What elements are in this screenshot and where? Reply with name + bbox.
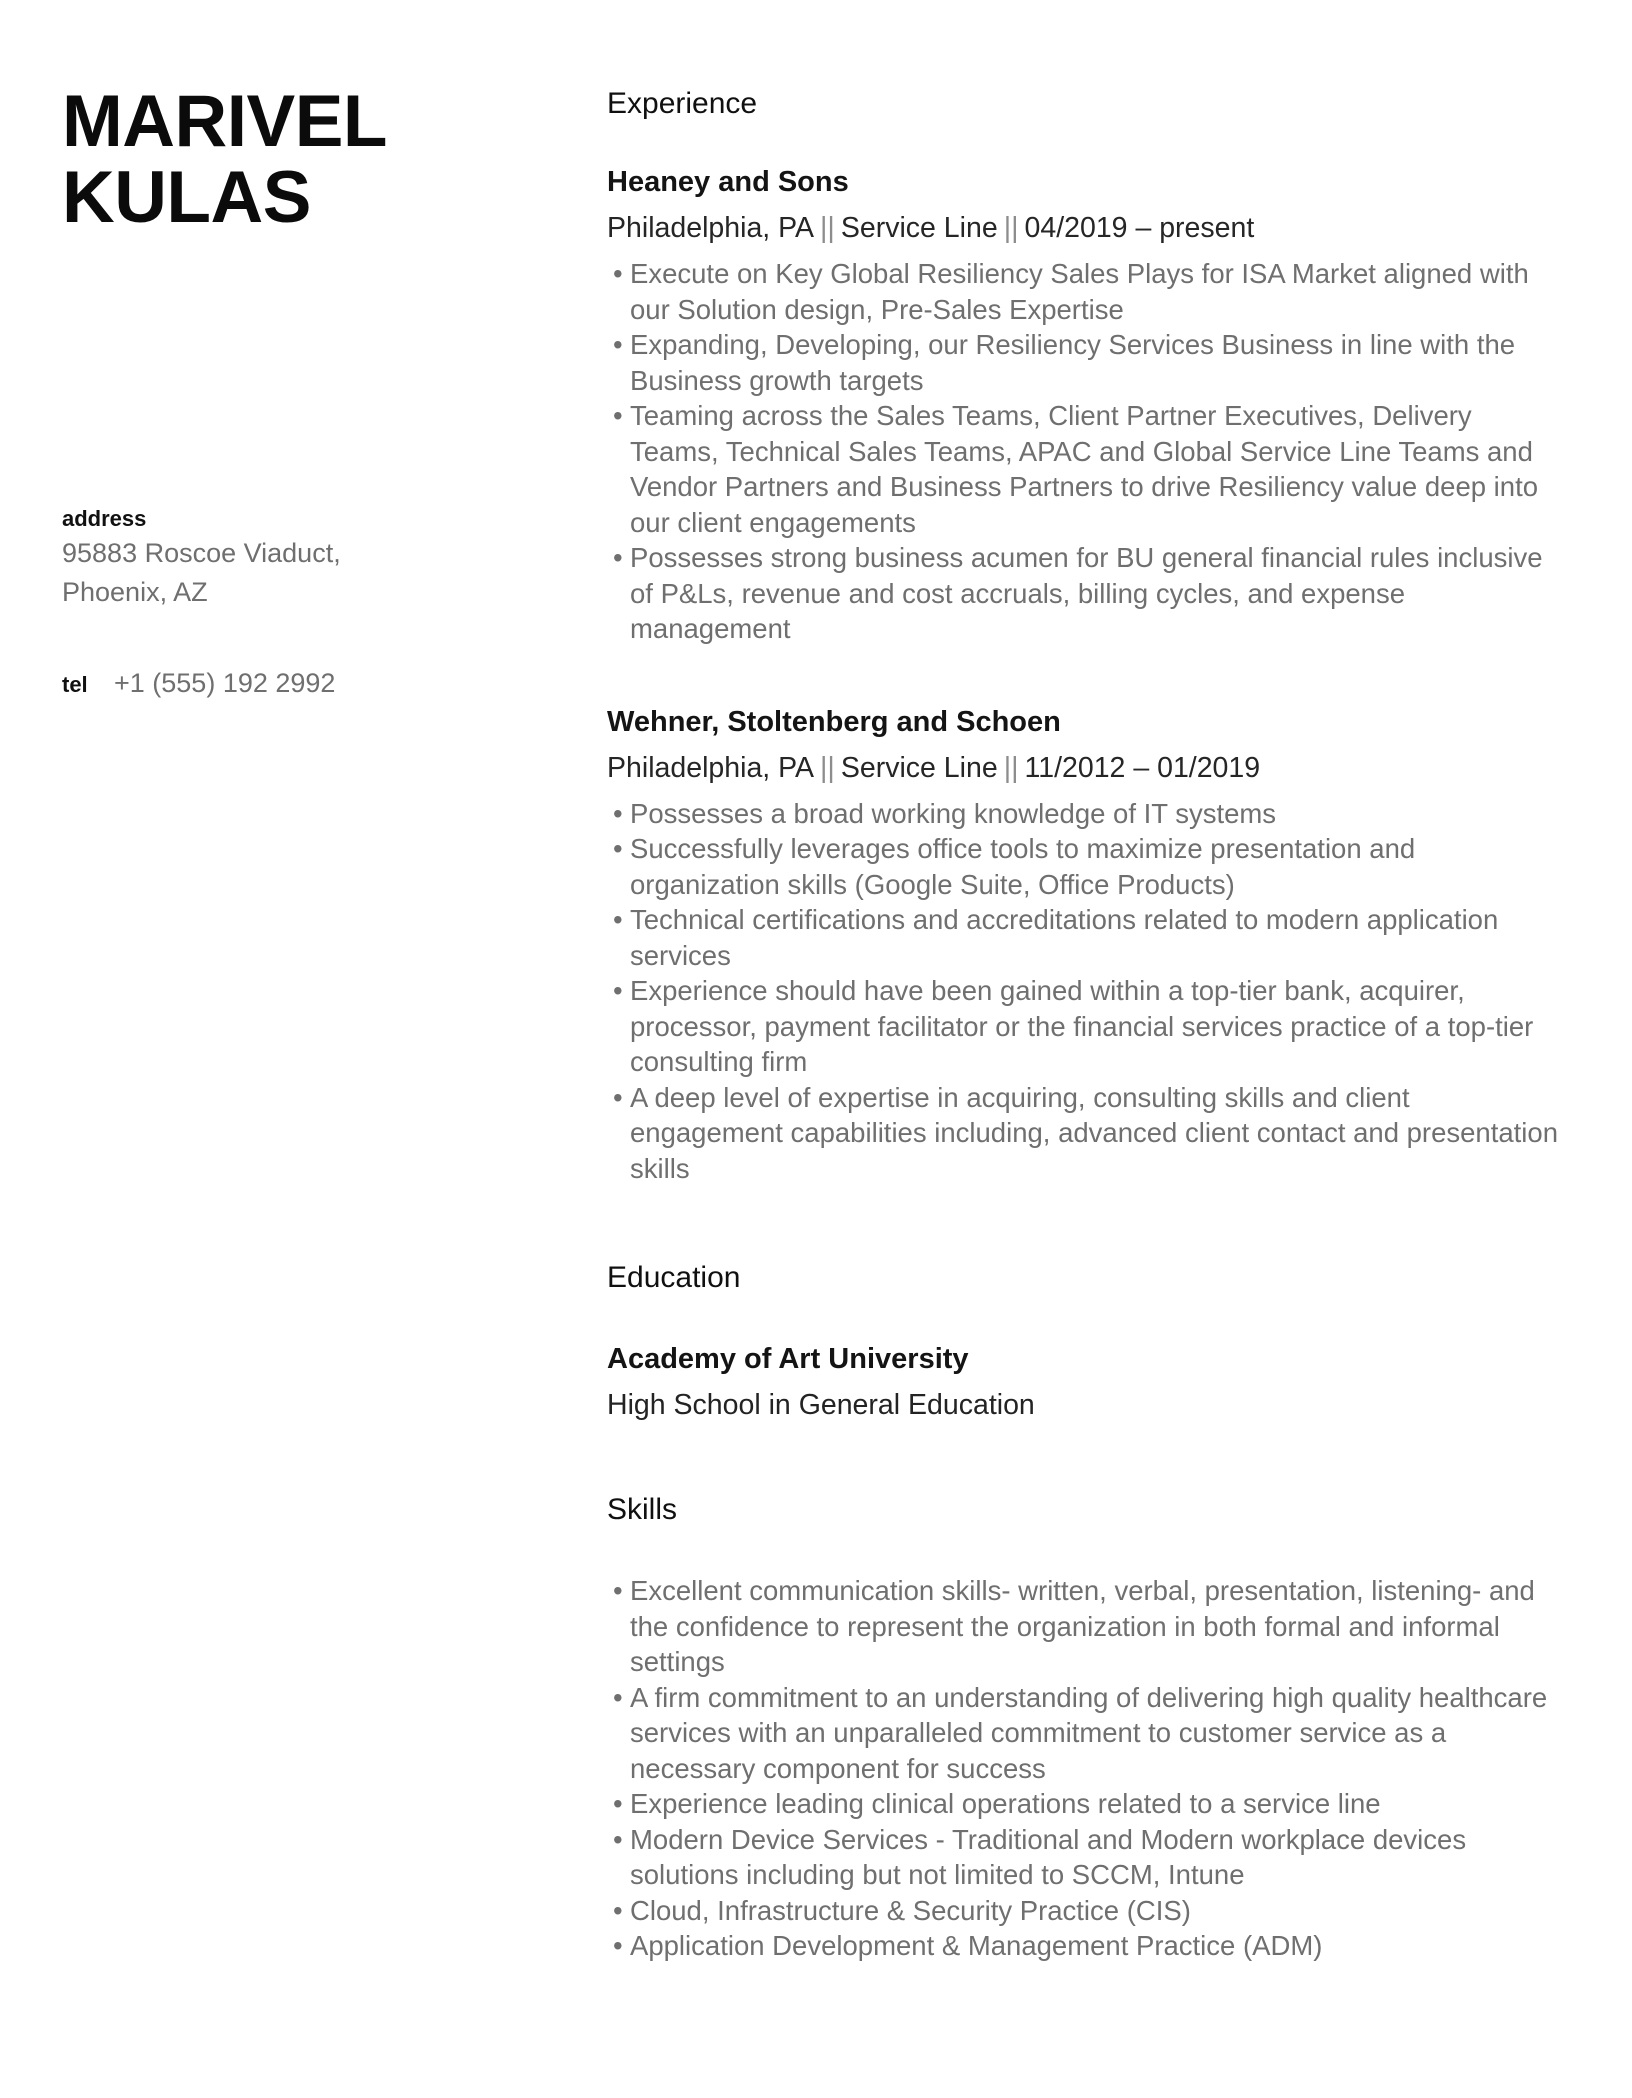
candidate-last-name: KULAS [62,157,311,238]
tel-label: tel [62,672,88,697]
section-title-skills: Skills [607,1493,678,1526]
meta-separator: || [820,212,835,244]
job-location: Philadelphia, PA [607,751,815,784]
job-role: Service Line [840,212,998,244]
skill-bullet: • A firm commitment to an understanding of delivering high quality healthcare services with an unparalleled commitment to customer service as a necessary component for success [607,1680,1565,1787]
job-bullet: • Successfully leverages office tools to maximize presentation and organization skills (Google Suite, Office Products) [607,831,1565,902]
skills-bullet-list [607,1573,1565,1964]
tel-row [62,664,552,703]
skill-bullet: • Experience leading clinical operations related to a service line [607,1786,1565,1822]
contact-block [62,504,552,703]
meta-separator: || [1003,212,1019,244]
degree-line: High School in General Education [607,1389,1035,1421]
job-bullet: • Experience should have been gained within a top-tier bank, acquirer, processor, payment facilitator or the financial services practice of a top-tier consulting firm [607,973,1565,1080]
experience-entry [607,703,1565,1187]
candidate-name [62,81,552,238]
address-label: address [62,506,147,531]
meta-separator: || [1003,751,1019,784]
job-dates: 11/2012 – 01/2019 [1024,751,1261,784]
section-title-experience: Experience [607,87,758,120]
experience-entry [607,163,1565,647]
job-bullet: • Possesses a broad working knowledge of IT systems [607,796,1565,832]
candidate-first-name: MARIVEL [62,81,387,162]
job-role: Service Line [840,751,998,784]
job-bullet: • A deep level of expertise in acquiring, consulting skills and client engagement capabilities including, advanced client contact and presentation skills [607,1080,1565,1187]
meta-separator: || [820,751,835,784]
job-meta-line [607,209,1565,247]
job-location: Philadelphia, PA [607,212,815,244]
job-bullet: • Teaming across the Sales Teams, Client Partner Executives, Delivery Teams, Technical Sales Teams, APAC and Global Service Line Teams and Vendor Partners and Business Partners to drive Resiliency value deep into our client engagements [607,398,1565,540]
skill-bullet: • Application Development & Management Practice (ADM) [607,1928,1565,1964]
job-dates: 04/2019 – present [1024,212,1255,244]
job-bullet: • Execute on Key Global Resiliency Sales Plays for ISA Market aligned with our Solution design, Pre-Sales Expertise [607,256,1565,327]
school-name: Academy of Art University [607,1343,969,1375]
job-meta-line [607,749,1565,787]
company-name: Heaney and Sons [607,166,849,198]
left-column [62,0,552,703]
section-title-education: Education [607,1261,741,1294]
job-bullet: • Expanding, Developing, our Resiliency Services Business in line with the Business growth targets [607,327,1565,398]
skill-bullet: • Cloud, Infrastructure & Security Practice (CIS) [607,1893,1565,1929]
address-line-2: Phoenix, AZ [62,577,208,607]
education-entry [607,1340,1565,1424]
job-bullet: • Possesses strong business acumen for BU general financial rules inclusive of P&Ls, revenue and cost accruals, billing cycles, and expense management [607,540,1565,647]
address-line-1: 95883 Roscoe Viaduct, [62,538,341,568]
job-bullet: • Technical certifications and accreditations related to modern application services [607,902,1565,973]
company-name: Wehner, Stoltenberg and Schoen [607,705,1061,738]
skill-bullet: • Modern Device Services - Traditional and Modern workplace devices solutions including but not limited to SCCM, Intune [607,1822,1565,1893]
tel-value: +1 (555) 192 2992 [114,668,336,698]
skill-bullet: • Excellent communication skills- written, verbal, presentation, listening- and the confidence to represent the organization in both formal and informal settings [607,1573,1565,1680]
job-bullet-list [607,256,1565,647]
right-column [607,0,1565,1964]
job-bullet-list [607,796,1565,1187]
